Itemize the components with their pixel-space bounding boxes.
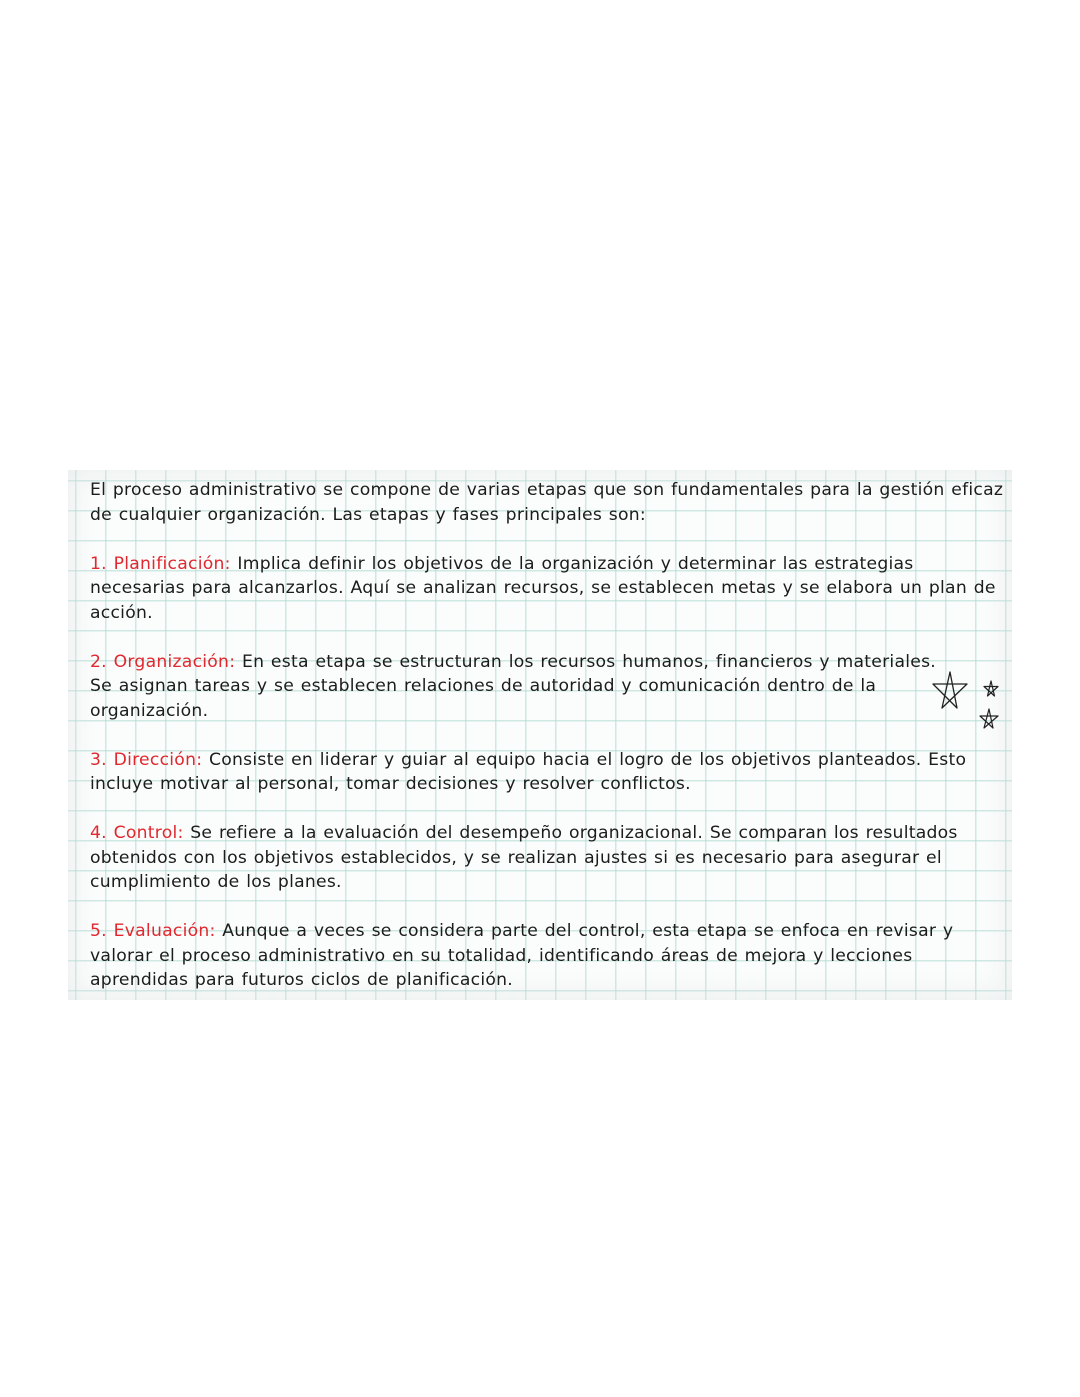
stage-evaluacion [90, 919, 1010, 993]
stage-heading: 1. Planificación: [90, 553, 231, 574]
star-small-icon [978, 708, 1000, 730]
stage-control [90, 821, 1010, 895]
note-content [90, 478, 1010, 1017]
star-doodles [930, 670, 1010, 740]
stage-heading: 3. Dirección: [90, 749, 203, 770]
star-large-icon [930, 670, 970, 712]
graph-paper-note [68, 470, 1012, 1000]
stage-heading: 2. Organización: [90, 651, 236, 672]
intro-paragraph: El proceso administrativo se compone de varias etapas que son fundamentales para la gestión eficaz de cualquier organización. Las etapas y fases principales son: [90, 480, 1004, 525]
star-small-icon [982, 680, 1000, 698]
stage-text: Implica definir los objetivos de la organización y determinar las estrategias necesarias para alcanzarlos. Aquí se analizan recursos, se establecen metas y se elabora un plan de acción. [90, 553, 996, 623]
stage-organizacion [90, 650, 1010, 724]
stage-text: En esta etapa se estructuran los recursos humanos, financieros y materiales. Se asignan tareas y se establecen relaciones de autoridad y comunicación dentro de la organización. [90, 651, 937, 721]
stage-heading: 4. Control: [90, 823, 184, 843]
stage-direccion [90, 748, 1010, 797]
stage-text: Se refiere a la evaluación del desempeño organizacional. Se comparan los resultados obtenidos con los objetivos establecidos, y se realizan ajustes si es necesario para asegurar el cumplimiento de los planes. [90, 823, 958, 892]
stage-text: Aunque a veces se considera parte del control, esta etapa se enfoca en revisar y valorar el proceso administrativo en su totalidad, identificando áreas de mejora y lecciones aprendidas para futuros ciclos de planificación. [90, 921, 954, 990]
stage-planificacion [90, 552, 1010, 626]
stage-heading: 5. Evaluación: [90, 921, 216, 941]
stage-text: Consiste en liderar y guiar al equipo hacia el logro de los objetivos planteados. Esto incluye motivar al personal, tomar decisiones y resolver conflictos. [90, 749, 967, 794]
